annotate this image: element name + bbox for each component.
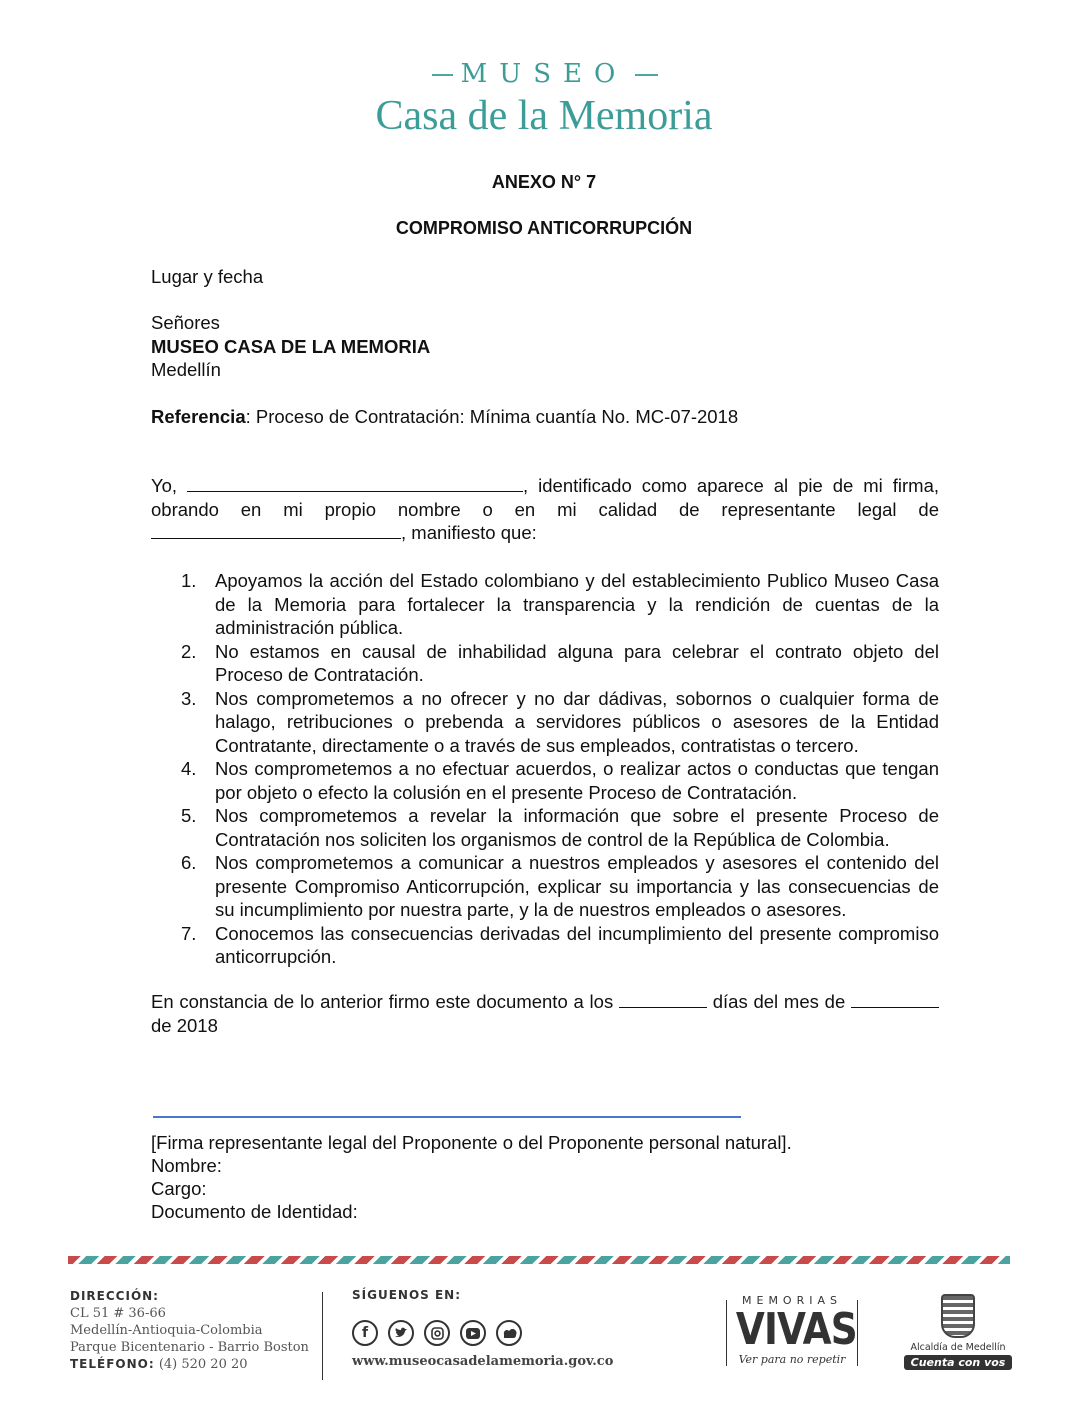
list-item: [151, 687, 939, 758]
soundcloud-icon[interactable]: [496, 1320, 522, 1346]
closing-paragraph: [151, 990, 939, 1037]
intro-middle: , identificado como aparece al pie de mi firma, obrando en mi propio nombre o en mi calidad de representante legal de: [151, 475, 939, 520]
item-text: Nos comprometemos a revelar la información que sobre el presente Proceso de Contratación nos soliciten los organismos de control de la República de Colombia.: [215, 805, 939, 850]
museum-logo: [0, 56, 1088, 138]
website-link[interactable]: www.museocasadelamemoria.gov.co: [352, 1354, 614, 1369]
closing-end: de 2018: [151, 1014, 218, 1036]
footer-divider: [322, 1292, 323, 1380]
crest-icon: [941, 1294, 975, 1338]
document-title: COMPROMISO ANTICORRUPCIÓN: [395, 218, 693, 238]
company-blank: [151, 522, 401, 539]
memorias-vivas-logo: [726, 1294, 858, 1366]
name-blank: [187, 475, 523, 492]
alcaldia-name: Alcaldía de Medellín: [910, 1342, 1006, 1353]
reference-text: : Proceso de Contratación: Mínima cuantía No. MC-07-2018: [245, 406, 739, 427]
item-text: Conocemos las consecuencias derivadas del incumplimiento del presente compromiso anticorrupción.: [215, 922, 939, 967]
item-number: 6.: [181, 852, 197, 873]
footer-address: [70, 1288, 309, 1373]
footer-social: [352, 1288, 613, 1369]
addressee-salutation: Señores: [151, 312, 220, 333]
signature-block: [151, 1131, 939, 1223]
list-item: [151, 851, 939, 922]
addressee-city: Medellín: [151, 359, 221, 380]
month-blank: [851, 991, 939, 1008]
signature-caption: [Firma representante legal del Proponente o del Proponente personal natural].: [151, 1132, 792, 1153]
signature-line: [153, 1116, 741, 1118]
logo-title: Casa de la Memoria: [375, 93, 713, 139]
item-number: 5.: [181, 805, 197, 826]
address-line: Parque Bicentenario - Barrio Boston: [70, 1340, 309, 1355]
alcaldia-slogan: Cuenta con vos: [904, 1355, 1012, 1370]
facebook-icon[interactable]: f: [352, 1320, 378, 1346]
closing-middle: días del mes de: [712, 991, 846, 1012]
list-item: [151, 640, 939, 687]
instagram-icon[interactable]: [424, 1320, 450, 1346]
item-number: 7.: [181, 922, 197, 944]
place-date: Lugar y fecha: [151, 266, 264, 287]
address-line: CL 51 # 36-66: [70, 1306, 166, 1321]
annex-heading: ANEXO N° 7: [491, 172, 597, 192]
id-label: Documento de Identidad:: [151, 1201, 358, 1222]
phone-number: (4) 520 20 20: [158, 1357, 248, 1372]
item-text: Nos comprometemos a no ofrecer y no dar dádivas, sobornos o cualquier forma de halago, retribuciones o prebenda a servidores públicos o asesores de la Entidad Contratante, directamente o a través de sus empleados, contratistas o tercero.: [215, 687, 939, 756]
item-number: 3.: [181, 687, 197, 709]
item-number: 4.: [181, 758, 197, 779]
item-number: 2.: [181, 640, 197, 662]
name-label: Nombre:: [151, 1155, 222, 1176]
item-text: Apoyamos la acción del Estado colombiano y del establecimiento Publico Museo Casa de la Memoria para fortalecer la transparencia y la rendición de cuentas de la administración pública.: [215, 570, 939, 638]
twitter-icon[interactable]: [388, 1320, 414, 1346]
alcaldia-logo: [904, 1294, 1012, 1370]
social-label: SÍGUENOS EN:: [352, 1288, 462, 1302]
intro-end: , manifiesto que:: [401, 522, 537, 543]
list-item: [151, 922, 939, 969]
commitments-list: [151, 569, 939, 969]
addressee-block: [151, 311, 939, 382]
youtube-icon[interactable]: [460, 1320, 486, 1346]
reference-line: [151, 405, 939, 429]
list-item: [151, 804, 939, 851]
item-number: 1.: [181, 570, 197, 591]
list-item: [151, 757, 939, 804]
phone-label: TELÉFONO:: [70, 1357, 155, 1371]
days-blank: [619, 991, 707, 1008]
position-label: Cargo:: [151, 1178, 207, 1199]
closing-start: En constancia de lo anterior firmo este documento a los: [151, 991, 614, 1012]
address-line: Medellín-Antioquia-Colombia: [70, 1323, 263, 1338]
intro-paragraph: [151, 474, 939, 545]
reference-label: Referencia: [151, 406, 246, 427]
address-label: DIRECCIÓN:: [70, 1289, 159, 1303]
memorias-subtitle: Ver para no repetir: [738, 1353, 846, 1366]
logo-museo-text: MUSEO: [453, 56, 636, 92]
item-text: Nos comprometemos a no efectuar acuerdos, o realizar actos o conductas que tengan por objeto o efecto la colusión en el presente Proceso de Contratación.: [215, 758, 939, 803]
intro-start: Yo,: [151, 475, 178, 496]
addressee-name: MUSEO CASA DE LA MEMORIA: [151, 335, 431, 357]
memorias-big-text: VIVAS: [735, 1304, 857, 1355]
list-item: [151, 569, 939, 640]
item-text: Nos comprometemos a comunicar a nuestros empleados y asesores el contenido del presente Compromiso Anticorrupción, explicar su importancia y las consecuencias de su incumplimiento por nuestra parte, y la de nuestros empleados o asesores.: [215, 852, 939, 920]
memorias-top-text: MEMORIAS: [742, 1294, 842, 1307]
footer-stripe: [68, 1256, 1010, 1264]
item-text: No estamos en causal de inhabilidad alguna para celebrar el contrato objeto del Proceso de Contratación.: [215, 640, 939, 685]
